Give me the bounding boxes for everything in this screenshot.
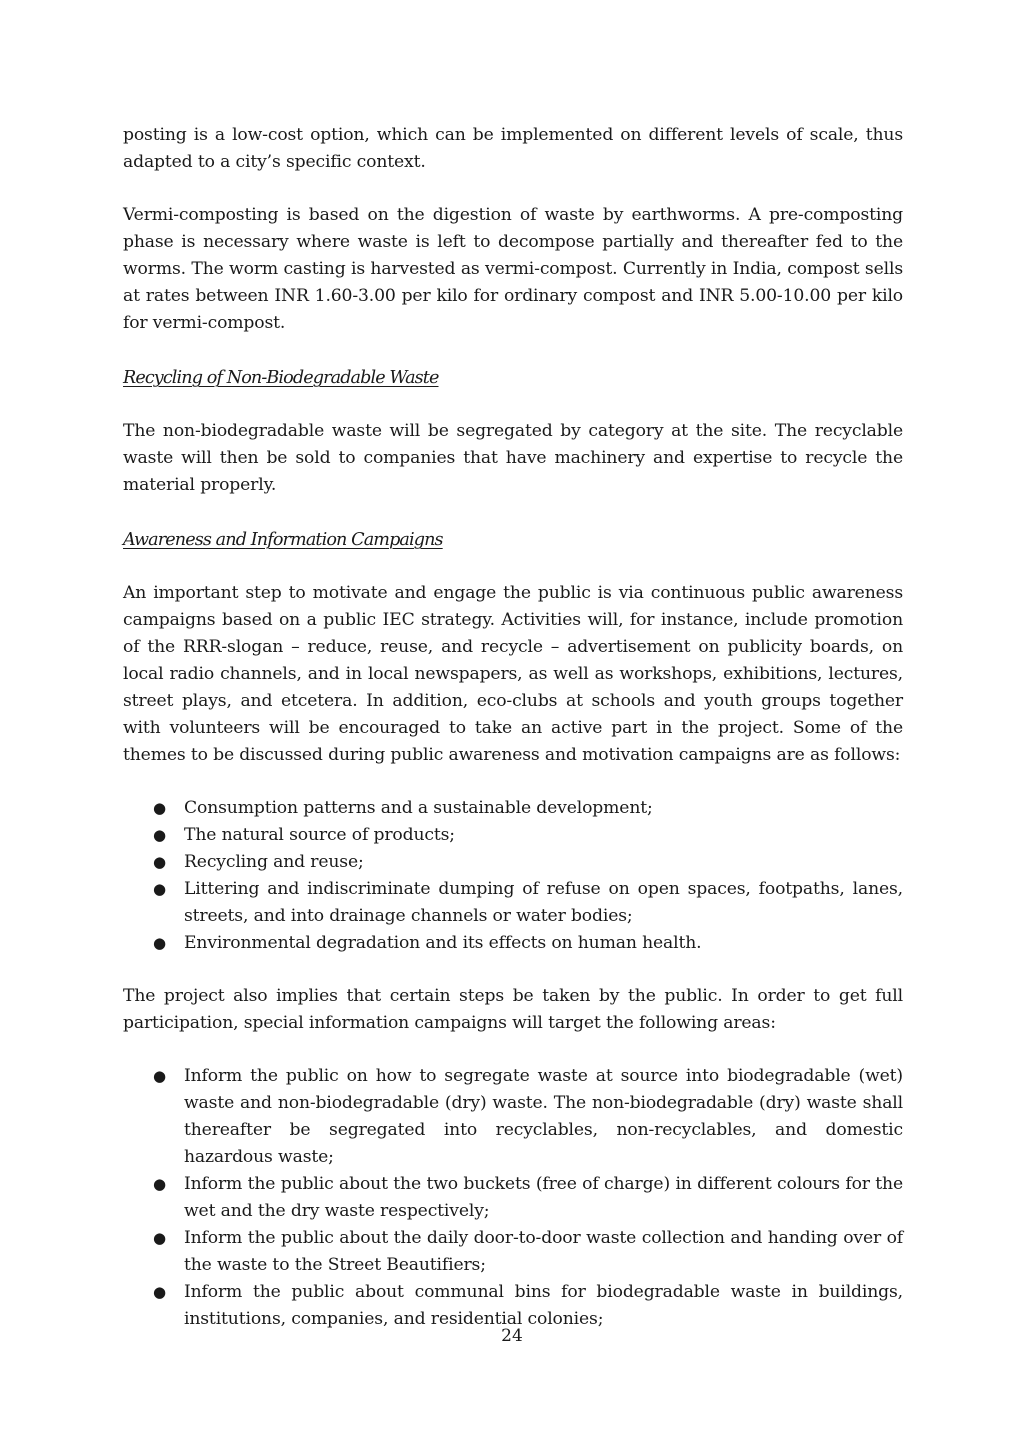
bullet-icon: ●: [153, 1283, 166, 1301]
list-item-text: Inform the public on how to segregate waste at source into biodegradable (wet) waste and non-biodegradable (dry) waste. The non-biodegradable (dry) waste shall thereafter be segregated into recyclables, non-recyclables, and domestic hazardous waste;: [184, 1066, 903, 1167]
list-item-text: Inform the public about communal bins for biodegradable waste in buildings, institutions, companies, and residential colonies;: [184, 1282, 903, 1329]
list-item-text: Inform the public about the two buckets (free of charge) in different colours for the wet and the dry waste respectively;: [184, 1174, 903, 1221]
bullet-icon: ●: [153, 1229, 166, 1247]
list-item-text: Littering and indiscriminate dumping of refuse on open spaces, footpaths, lanes, streets, and into drainage channels or water bodies;: [184, 879, 903, 926]
heading-awareness: Awareness and Information Campaigns: [123, 530, 443, 550]
areas-list: [123, 1063, 903, 1333]
list-item: [153, 1063, 903, 1171]
paragraph-awareness: An important step to motivate and engage the public is via continuous public awareness campaigns based on a public IEC strategy. Activities will, for instance, include promotion of the RRR-slogan – reduce, reuse, and recycle – advertisement on publicity boards, on local radio channels, and in local newspapers, as well as workshops, exhibitions, lectures, street plays, and etcetera. In addition, eco-clubs at schools and youth groups together with volunteers will be encouraged to take an active part in the project. Some of the themes to be discussed during public awareness and motivation campaigns are as follows:: [123, 583, 903, 765]
list-item: [153, 930, 903, 957]
themes-list: [123, 795, 903, 957]
paragraph-recycling: The non-biodegradable waste will be segregated by category at the site. The recyclable waste will then be sold to companies that have machinery and expertise to recycle the material properly.: [123, 421, 903, 495]
list-item-text: Inform the public about the daily door-to-door waste collection and handing over of the waste to the Street Beautifiers;: [184, 1228, 903, 1275]
paragraph-vermi-composting: Vermi-composting is based on the digestion of waste by earthworms. A pre-composting phase is necessary where waste is left to decompose partially and thereafter fed to the worms. The worm casting is harvested as vermi-compost. Currently in India, compost sells at rates between INR 1.60-3.00 per kilo for ordinary compost and INR 5.00-10.00 per kilo for vermi-compost.: [123, 205, 903, 333]
paragraph-public-steps: The project also implies that certain steps be taken by the public. In order to get full participation, special information campaigns will target the following areas:: [123, 986, 903, 1033]
heading-recycling: Recycling of Non-Biodegradable Waste: [123, 368, 439, 388]
bullet-icon: ●: [153, 934, 166, 952]
list-item-text: Recycling and reuse;: [184, 852, 364, 872]
list-item-text: Consumption patterns and a sustainable development;: [184, 798, 653, 818]
paragraph-composting-cost: posting is a low-cost option, which can be implemented on different levels of scale, thus adapted to a city’s specific context.: [123, 125, 903, 172]
page-number: 24: [501, 1326, 523, 1346]
list-item: [153, 1225, 903, 1279]
list-item-text: Environmental degradation and its effects on human health.: [184, 933, 702, 953]
list-item: [153, 1279, 903, 1333]
bullet-icon: ●: [153, 880, 166, 898]
bullet-icon: ●: [153, 826, 166, 844]
document-page-body: [123, 122, 903, 1333]
list-item: [153, 849, 903, 876]
list-item-text: The natural source of products;: [184, 825, 455, 845]
list-item: [153, 1171, 903, 1225]
bullet-icon: ●: [153, 1175, 166, 1193]
bullet-icon: ●: [153, 799, 166, 817]
bullet-icon: ●: [153, 1067, 166, 1085]
bullet-icon: ●: [153, 853, 166, 871]
list-item: [153, 822, 903, 849]
list-item: [153, 876, 903, 930]
list-item: [153, 795, 903, 822]
